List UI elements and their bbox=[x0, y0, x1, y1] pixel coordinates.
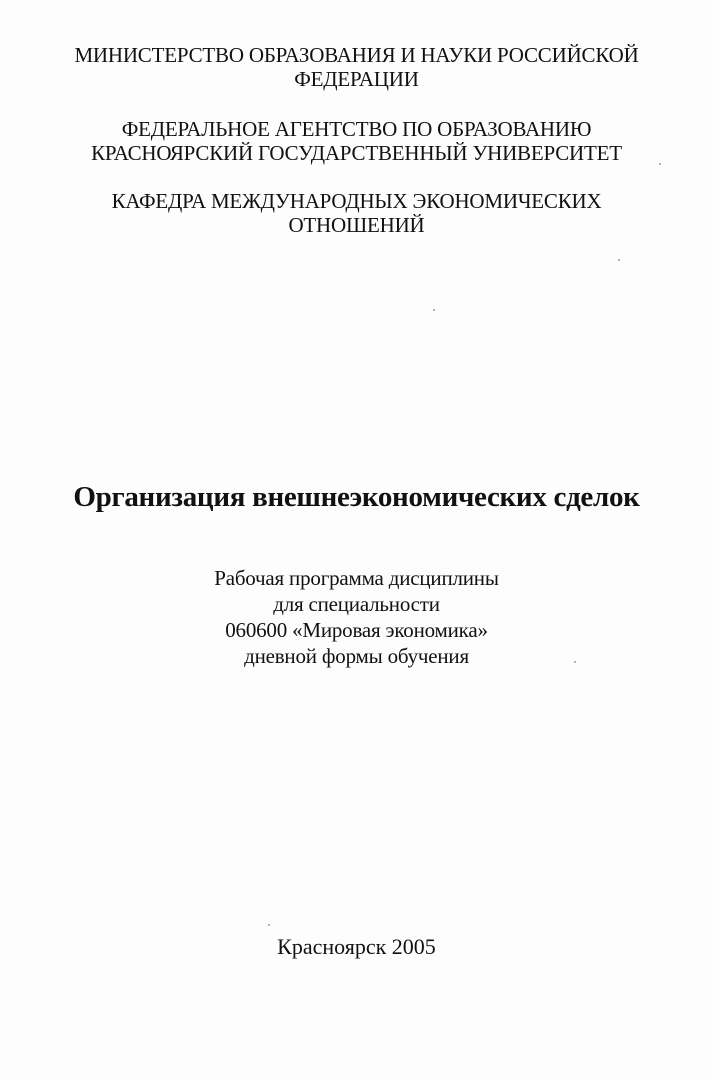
scan-speck bbox=[618, 259, 620, 261]
university-line: КРАСНОЯРСКИЙ ГОСУДАРСТВЕННЫЙ УНИВЕРСИТЕТ bbox=[91, 141, 622, 165]
department-line-2: ОТНОШЕНИЙ bbox=[288, 213, 425, 237]
subtitle-line-3: 060600 «Мировая экономика» bbox=[225, 618, 488, 642]
agency-heading bbox=[0, 117, 713, 165]
scan-speck bbox=[574, 661, 576, 663]
agency-line-1: ФЕДЕРАЛЬНОЕ АГЕНТСТВО ПО ОБРАЗОВАНИЮ bbox=[121, 117, 592, 141]
document-title-text: Организация внешнеэкономических сделок bbox=[73, 481, 640, 513]
subtitle-line-1: Рабочая программа дисциплины bbox=[214, 566, 499, 590]
department-heading bbox=[0, 189, 713, 237]
subtitle-line-2: для специальности bbox=[273, 592, 440, 616]
ministry-heading bbox=[0, 43, 713, 91]
scan-speck bbox=[433, 309, 435, 311]
place-year-footer bbox=[0, 934, 713, 960]
scan-speck bbox=[659, 163, 661, 165]
scan-speck bbox=[268, 924, 270, 926]
ministry-line-1: МИНИСТЕРСТВО ОБРАЗОВАНИЯ И НАУКИ РОССИЙСКОЙ bbox=[74, 43, 639, 67]
place-year-text: Красноярск 2005 bbox=[277, 934, 436, 959]
department-line-1: КАФЕДРА МЕЖДУНАРОДНЫХ ЭКОНОМИЧЕСКИХ bbox=[111, 189, 602, 213]
ministry-line-2: ФЕДЕРАЦИИ bbox=[294, 67, 419, 91]
subtitle-line-4: дневной формы обучения bbox=[244, 644, 469, 668]
document-title bbox=[0, 480, 713, 514]
document-subtitle bbox=[0, 565, 713, 669]
